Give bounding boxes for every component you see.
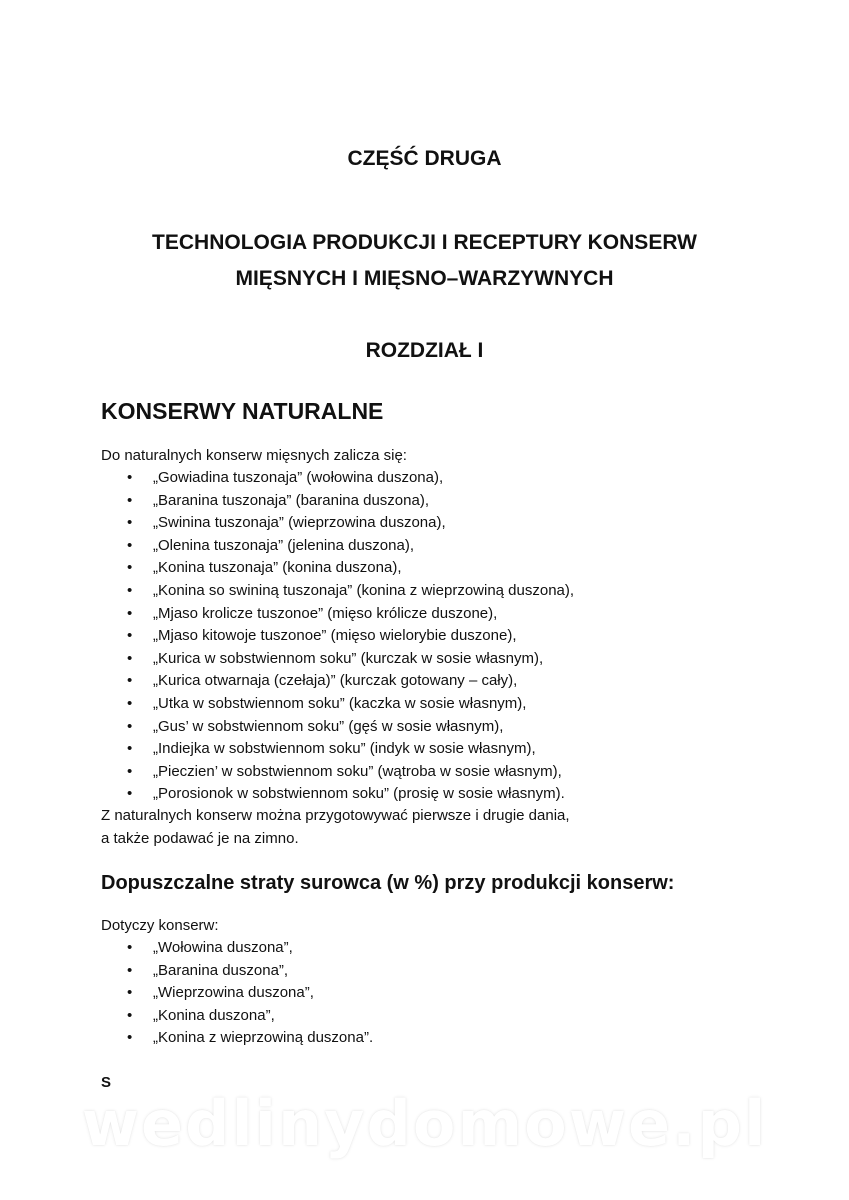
list-item-text: „Indiejka w sobstwiennom soku” (indyk w sosie własnym), — [153, 740, 536, 758]
bullet-icon: • — [127, 785, 133, 803]
list-item-text: „Swinina tuszonaja” (wieprzowina duszona), — [153, 514, 446, 532]
bullet-icon: • — [127, 514, 133, 532]
losses-product-item — [101, 1005, 373, 1028]
list-item-text: „Wieprzowina duszona”, — [153, 984, 314, 1002]
bullet-icon: • — [127, 581, 133, 599]
natural-products-list — [101, 467, 574, 806]
bullet-icon: • — [127, 469, 133, 486]
page-letter: S — [101, 1074, 112, 1091]
technology-title-line1: TECHNOLOGIA PRODUKCJI I RECEPTURY KONSERW — [152, 231, 697, 254]
natural-product-item — [101, 603, 574, 626]
bullet-icon: • — [127, 627, 133, 645]
list-item-text: „Baranina tuszonaja” (baranina duszona), — [153, 491, 429, 509]
chapter-title: ROZDZIAŁ I — [365, 339, 484, 362]
list-item-text: „Pieczien’ w sobstwiennom soku” (wątroba w sosie własnym), — [153, 762, 562, 780]
bullet-icon: • — [127, 762, 133, 780]
natural-product-item — [101, 738, 574, 761]
list-item-text: „Konina so swininą tuszonaja” (konina z wieprzowiną duszona), — [153, 581, 575, 599]
list-item-text: „Olenina tuszonaja” (jelenina duszona), — [153, 536, 414, 554]
list-item-text: „Gus’ w sobstwiennom soku” (gęś w sosie własnym), — [153, 717, 504, 735]
natural-section-intro: Do naturalnych konserw mięsnych zalicza się: — [101, 447, 407, 464]
natural-section-closing — [101, 805, 570, 850]
part-title: CZĘŚĆ DRUGA — [347, 147, 502, 170]
losses-section-intro: Dotyczy konserw: — [101, 917, 219, 934]
natural-product-item — [101, 783, 574, 806]
bullet-icon: • — [127, 984, 133, 1002]
losses-section-title: Dopuszczalne straty surowca (w %) przy produkcji konserw: — [101, 872, 675, 894]
natural-product-item — [101, 716, 574, 739]
technology-title — [0, 225, 849, 297]
bullet-icon: • — [127, 491, 133, 509]
closing-line-2: a także podawać je na zimno. — [101, 829, 299, 847]
list-item-text: „Konina tuszonaja” (konina duszona), — [153, 559, 402, 577]
bullet-icon: • — [127, 694, 133, 712]
losses-product-item — [101, 1027, 373, 1050]
bullet-icon: • — [127, 1029, 133, 1047]
list-item-text: „Konina duszona”, — [153, 1006, 275, 1024]
natural-product-item — [101, 512, 574, 535]
natural-product-item — [101, 625, 574, 648]
natural-section-title: KONSERWY NATURALNE — [101, 398, 384, 424]
bullet-icon: • — [127, 939, 133, 956]
list-item-text: „Utka w sobstwiennom soku” (kaczka w sosie własnym), — [153, 694, 527, 712]
natural-product-item — [101, 648, 574, 671]
losses-product-item — [101, 960, 373, 983]
bullet-icon: • — [127, 536, 133, 554]
natural-product-item — [101, 693, 574, 716]
bullet-icon: • — [127, 649, 133, 667]
bullet-icon: • — [127, 961, 133, 979]
list-item-text: „Wołowina duszona”, — [153, 939, 293, 956]
natural-product-item — [101, 580, 574, 603]
closing-line-1: Z naturalnych konserw można przygotowywać pierwsze i drugie dania, — [101, 807, 570, 824]
losses-products-list — [101, 937, 373, 1050]
list-item-text: „Konina z wieprzowiną duszona”. — [153, 1029, 374, 1047]
natural-product-item — [101, 535, 574, 558]
technology-title-line2: MIĘSNYCH I MIĘSNO–WARZYWNYCH — [235, 267, 614, 290]
natural-product-item — [101, 761, 574, 784]
list-item-text: „Mjaso krolicze tuszonoe” (mięso królicze duszone), — [153, 604, 498, 622]
bullet-icon: • — [127, 740, 133, 758]
list-item-text: „Mjaso kitowoje tuszonoe” (mięso wielorybie duszone), — [153, 627, 517, 645]
natural-product-item — [101, 467, 574, 490]
bullet-icon: • — [127, 672, 133, 690]
losses-product-item — [101, 937, 373, 960]
list-item-text: „Kurica w sobstwiennom soku” (kurczak w sosie własnym), — [153, 649, 544, 667]
list-item-text: „Baranina duszona”, — [153, 961, 289, 979]
natural-product-item — [101, 490, 574, 513]
bullet-icon: • — [127, 559, 133, 577]
list-item-text: „Porosionok w sobstwiennom soku” (prosię w sosie własnym). — [153, 785, 565, 803]
list-item-text: „Gowiadina tuszonaja” (wołowina duszona), — [153, 469, 444, 486]
natural-product-item — [101, 557, 574, 580]
bullet-icon: • — [127, 604, 133, 622]
losses-product-item — [101, 982, 373, 1005]
bullet-icon: • — [127, 1006, 133, 1024]
natural-product-item — [101, 670, 574, 693]
bullet-icon: • — [127, 717, 133, 735]
list-item-text: „Kurica otwarnaja (czełaja)” (kurczak gotowany – cały), — [153, 672, 518, 690]
watermark: wedlinydomowe.pl — [81, 1087, 768, 1160]
